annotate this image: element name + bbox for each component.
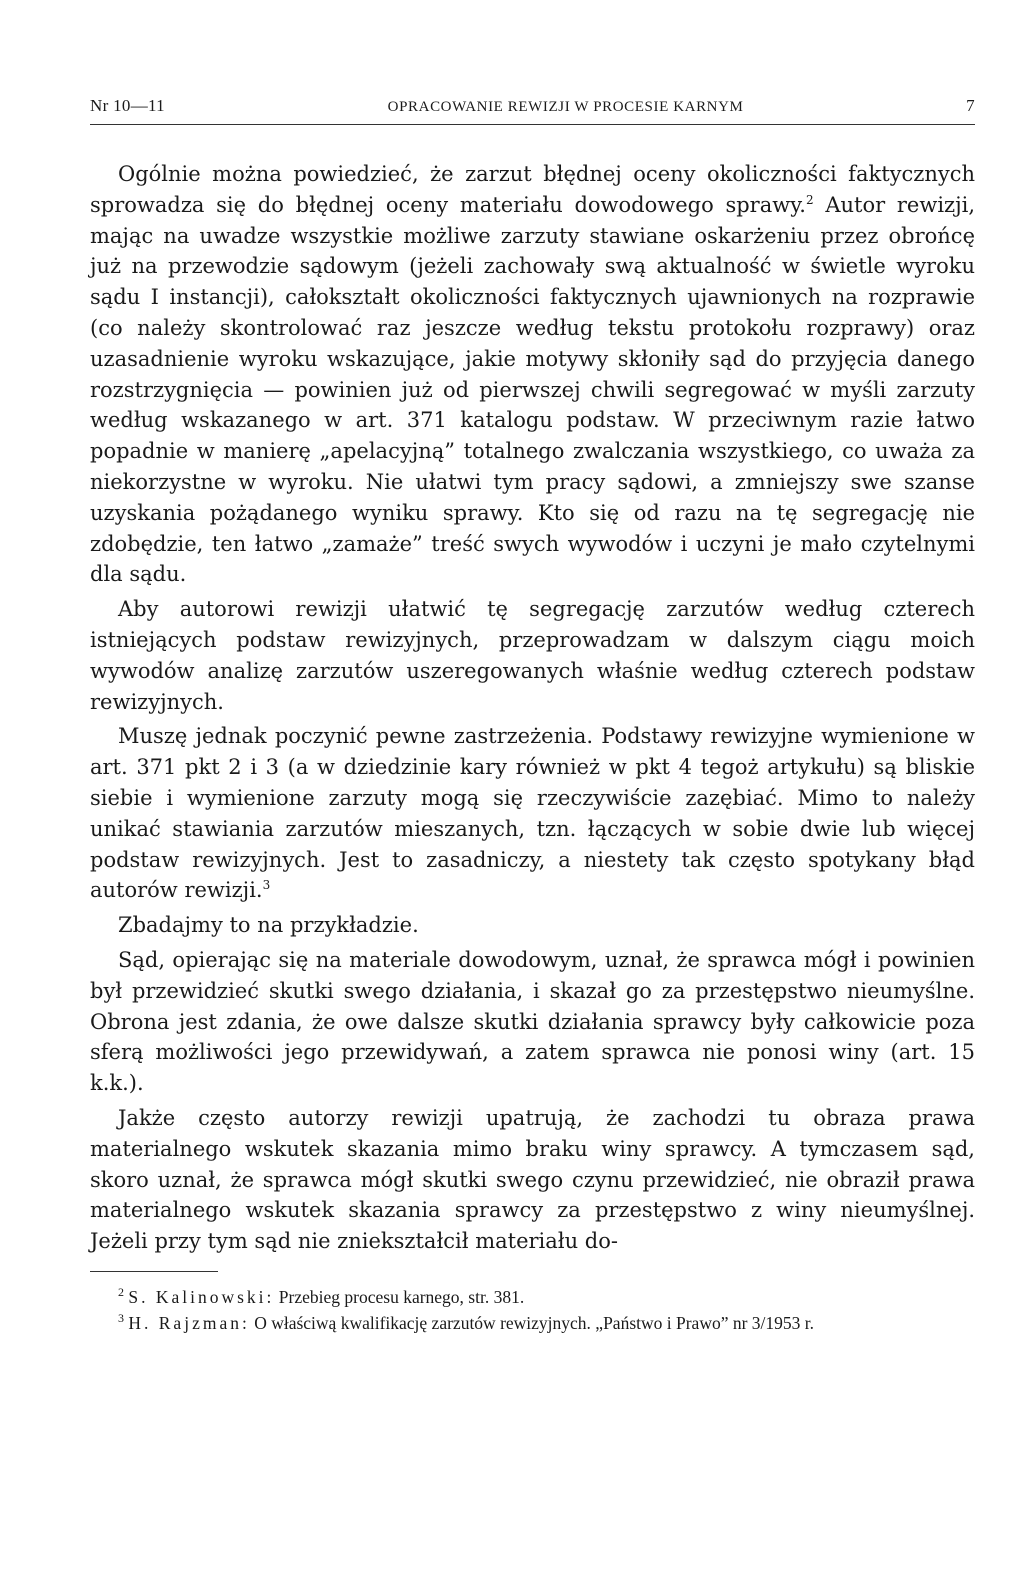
issue-number: Nr 10—11 <box>90 96 165 115</box>
running-header <box>90 96 975 116</box>
footnote-rule <box>90 1271 218 1272</box>
paragraph-3: Muszę jednak poczynić pewne zastrzeżenia. Podstawy rewizyjne wymienione w art. 371 pkt 2 i 3 (a w dziedzinie kary również w pkt 4 tegoż artykułu) są bliskie siebie i wymienione zarzuty mogą się rzeczywiście zazębiać. Mimo to należy unikać stawiania zarzutów mieszanych, tzn. łączących w sobie dwie lub więcej podstaw rewizyjnych. Jest to zasadniczy, a niestety tak często spotykany błąd autorów rewizji.$^3$ <box>90 724 975 903</box>
footnotes <box>90 1284 975 1336</box>
header-rule <box>90 124 975 125</box>
paragraph-6: Jakże często autorzy rewizji upatrują, że zachodzi tu obraza prawa materialnego wskutek skazania mimo braku winy sprawcy. A tymczasem sąd, skoro uznał, że sprawca mógł skutki swego czynu przewidzieć, nie obraził prawa materialnego wskutek skazania sprawcy za przestępstwo z winy nieumyślnej. Jeżeli przy tym sąd nie zniekształcił materiału do- <box>90 1105 975 1254</box>
page-number: 7 <box>966 96 975 115</box>
footnote-mark: 2 <box>118 1285 124 1300</box>
footnote-author: H. Rajzman: <box>128 1312 250 1333</box>
running-title: OPRACOWANIE REWIZJI W PROCESIE KARNYM <box>387 99 744 115</box>
footnote-author: S. Kalinowski: <box>128 1286 275 1307</box>
footnote-2 <box>90 1284 975 1310</box>
paragraph-4: Zbadajmy to na przykładzie. <box>118 913 419 938</box>
footnote-ref-2[interactable]: 2 <box>805 192 814 207</box>
footnote-text: O właściwą kwalifikację zarzutów rewizyjnych. „Państwo i Prawo” nr 3/1953 r. <box>249 1312 815 1333</box>
paragraph-1: Ogólnie można powiedzieć, że zarzut błędnej oceny okoliczności faktycznych sprowadza się do błędnej oceny materiału dowodowego sprawy.$^2$ Autor rewizji, mając na uwadze wszystkie możliwe zarzuty stawiane oskarżeniu przez obrońcę już na przewodzie sądowym (jeżeli zachowały swą aktualność w świetle wyroku sądu I instancji), całokształt okoliczności faktycznych ujawnionych na rozprawie (co należy skontrolować raz jeszcze według tekstu protokołu rozprawy) oraz uzasadnienie wyroku wskazujące, jakie motywy skłoniły sąd do przyjęcia danego rozstrzygnięcia — powinien już od pierwszej chwili segregować w myśli zarzuty według wskazanego w art. 371 katalogu podstaw. W przeciwnym razie łatwo popadnie w manierę „apelacyjną” totalnego zwalczania wszystkiego, co uważa za niekorzystne w wyroku. Nie ułatwi tym pracy sądowi, a zmniejszy swe szanse uzyskania pożądanego wyniku sprawy. Kto się od razu na tę segregację nie zdobędzie, ten łatwo „zamaże” treść swych wywodów i uczyni je mało czytelnymi dla sądu. <box>90 162 976 587</box>
footnote-text: Przebieg procesu karnego, str. 381. <box>274 1286 525 1307</box>
body-text <box>90 159 975 1257</box>
footnote-ref-3[interactable]: 3 <box>262 878 271 893</box>
paragraph-2: Aby autorowi rewizji ułatwić tę segregację zarzutów według czterech istniejących podstaw rewizyjnych, przeprowadzam w dalszym ciągu moich wywodów analizę zarzutów uszeregowanych właśnie według czterech podstaw rewizyjnych. <box>90 597 975 714</box>
footnote-3 <box>90 1310 975 1336</box>
document-page <box>90 96 975 1336</box>
paragraph-5: Sąd, opierając się na materiale dowodowym, uznał, że sprawca mógł i powinien był przewidzieć skutki swego działania, i skazał go za przestępstwo nieumyślne. Obrona jest zdania, że owe dalsze skutki działania sprawcy były całkowicie poza sferą możliwości jego przewidywań, a zatem sprawca nie ponosi winy (art. 15 k.k.). <box>90 947 975 1096</box>
footnote-mark: 3 <box>118 1311 124 1326</box>
